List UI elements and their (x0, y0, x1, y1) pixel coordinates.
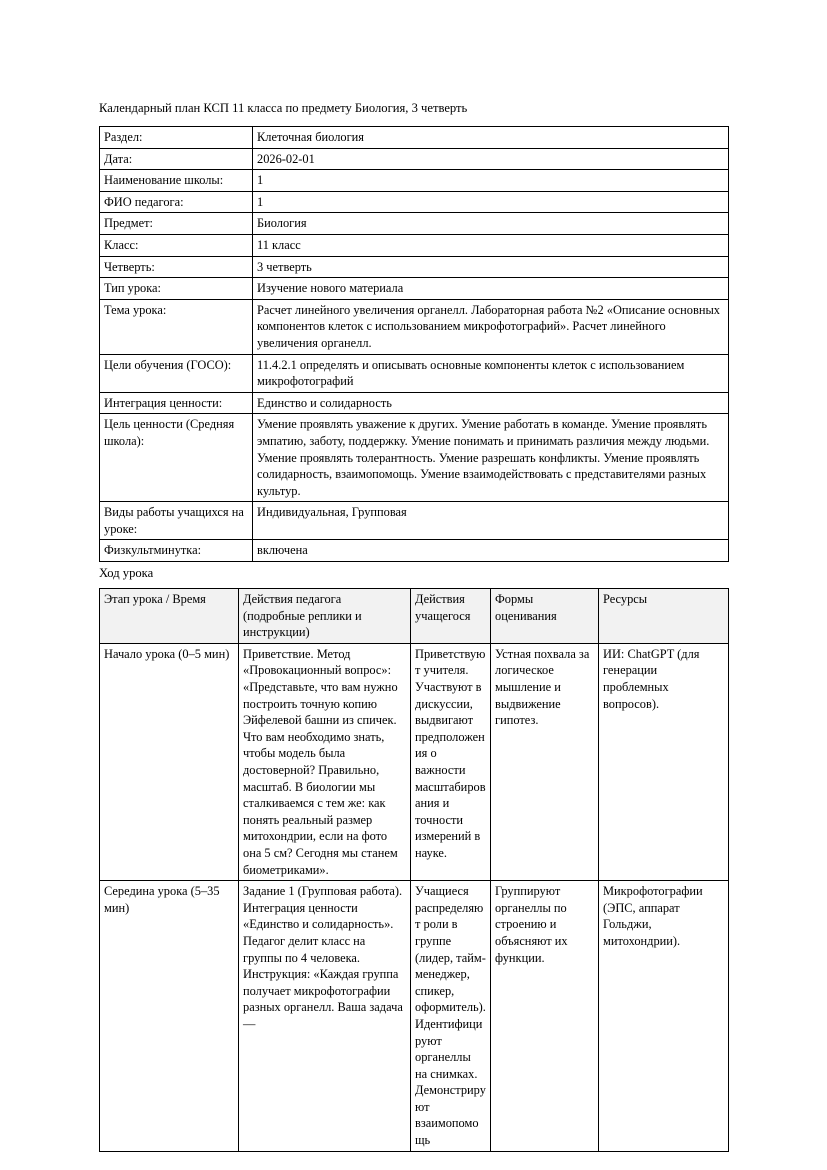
info-value: Расчет линейного увеличения органелл. Лабораторная работа №2 «Описание основных компонентов клеток с использованием микрофотографий». Расчет линейного увеличения органелл. (253, 299, 729, 354)
table-row (100, 502, 729, 540)
table-row (100, 170, 729, 192)
document-content (99, 100, 728, 1152)
table-row (100, 278, 729, 300)
lesson-info-table (99, 126, 729, 562)
cell-student-actions: Учащиеся распределяют роли в группе (лидер, тайм-менеджер, спикер, оформитель). Идентифицируют органеллы на снимках. Демонстрируют взаимопомощь (411, 881, 491, 1152)
table-row (100, 414, 729, 502)
cell-teacher-actions: Задание 1 (Групповая работа). Интеграция ценности «Единство и солидарность». Педагог делит класс на группы по 4 человека. Инструкция: «Каждая группа получает микрофотографии разных органелл. Ваша задача — (239, 881, 411, 1152)
cell-student-actions: Приветствуют учителя. Участвуют в дискуссии, выдвигают предположения о важности масштабирования и точности измерений в науке. (411, 643, 491, 880)
info-label: Физкультминутка: (100, 540, 253, 562)
table-row (100, 299, 729, 354)
column-header-stage: Этап урока / Время (100, 589, 239, 644)
info-label: ФИО педагога: (100, 191, 253, 213)
info-label: Тема урока: (100, 299, 253, 354)
info-value: Умение проявлять уважение к других. Умение работать в команде. Умение проявлять эмпатию, заботу, поддержку. Умение понимать и принимать различия между людьми. Умение проявлять толерантность. Умение разрешать конфликты. Умение проявлять солидарность, взаимопомощь. Умение взаимодействовать с представителями разных культур. (253, 414, 729, 502)
info-label: Класс: (100, 234, 253, 256)
lesson-flow-header (100, 589, 729, 644)
table-row (100, 354, 729, 392)
cell-stage: Середина урока (5–35 мин) (100, 881, 239, 1152)
table-row (100, 213, 729, 235)
page-title: Календарный план КСП 11 класса по предмету Биология, 3 четверть (99, 101, 468, 115)
info-value: 11 класс (253, 234, 729, 256)
table-row (100, 540, 729, 562)
info-label: Интеграция ценности: (100, 392, 253, 414)
table-row (100, 127, 729, 149)
info-label: Цели обучения (ГОСО): (100, 354, 253, 392)
cell-assessment: Устная похвала за логическое мышление и выдвижение гипотез. (491, 643, 599, 880)
info-value: Изучение нового материала (253, 278, 729, 300)
column-header-resources: Ресурсы (599, 589, 729, 644)
info-label: Предмет: (100, 213, 253, 235)
lesson-info-body (100, 127, 729, 562)
column-header-teacher-actions: Действия педагога (подробные реплики и инструкции) (239, 589, 411, 644)
info-value: 1 (253, 170, 729, 192)
info-label: Четверть: (100, 256, 253, 278)
column-header-assessment: Формы оценивания (491, 589, 599, 644)
cell-stage: Начало урока (0–5 мин) (100, 643, 239, 880)
section-label-lesson-flow: Ход урока (99, 566, 154, 581)
info-value: 3 четверть (253, 256, 729, 278)
info-value: Клеточная биология (253, 127, 729, 149)
info-value: включена (253, 540, 729, 562)
info-value: Единство и солидарность (253, 392, 729, 414)
cell-resources: Микрофотографии (ЭПС, аппарат Гольджи, митохондрии). (599, 881, 729, 1152)
info-value: Биология (253, 213, 729, 235)
info-label: Дата: (100, 148, 253, 170)
table-row (100, 643, 729, 880)
info-value: 1 (253, 191, 729, 213)
info-value: 11.4.2.1 определять и описывать основные компоненты клеток с использованием микрофотографий (253, 354, 729, 392)
table-row (100, 191, 729, 213)
table-row (100, 256, 729, 278)
info-value: Индивидуальная, Групповая (253, 502, 729, 540)
table-header-row (100, 589, 729, 644)
table-row (100, 881, 729, 1152)
info-label: Раздел: (100, 127, 253, 149)
table-row (100, 148, 729, 170)
info-value: 2026-02-01 (253, 148, 729, 170)
cell-teacher-actions: Приветствие. Метод «Провокационный вопрос»: «Представьте, что вам нужно построить точную копию Эйфелевой башни из спичек. Что вам необходимо знать, чтобы модель была достоверной? Правильно, масштаб. В биологии мы сталкиваемся с тем же: как понять реальный размер митохондрии, если на фото она 5 см? Сегодня мы станем биометриками». (239, 643, 411, 880)
lesson-flow-table (99, 588, 729, 1152)
cell-resources: ИИ: ChatGPT (для генерации проблемных вопросов). (599, 643, 729, 880)
table-row (100, 392, 729, 414)
lesson-flow-body (100, 643, 729, 1151)
info-label: Тип урока: (100, 278, 253, 300)
cell-assessment: Группируют органеллы по строению и объясняют их функции. (491, 881, 599, 1152)
info-label: Наименование школы: (100, 170, 253, 192)
info-label: Виды работы учащихся на уроке: (100, 502, 253, 540)
table-row (100, 234, 729, 256)
column-header-student-actions: Действия учащегося (411, 589, 491, 644)
info-label: Цель ценности (Средняя школа): (100, 414, 253, 502)
